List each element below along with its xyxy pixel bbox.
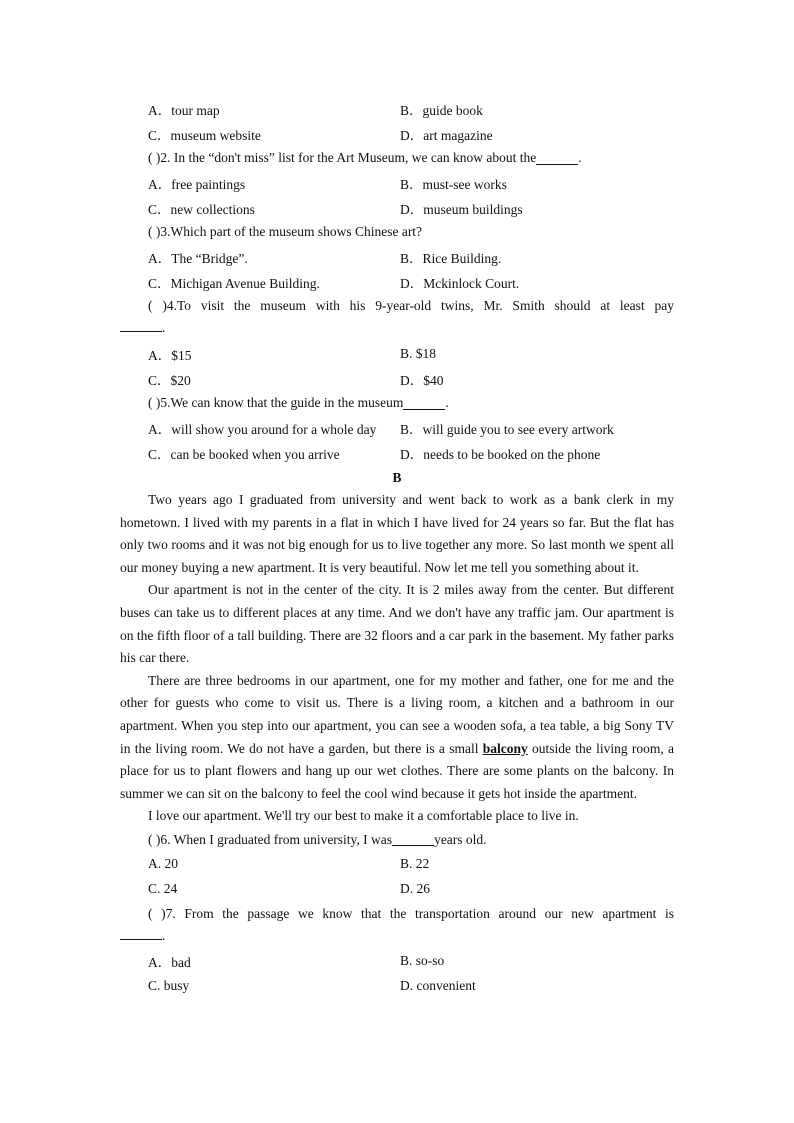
- answer-blank: [120, 319, 162, 332]
- passage-text: outside the living room, a place for us to plant flowers and hang up our wet clothes. There are some plants on the balcony. In summer we can sit on the balcony to feel the cool wind because it gets hot inside the apartment.: [120, 740, 674, 801]
- q3-option-a[interactable]: A．The “Bridge”.: [148, 250, 248, 266]
- section-heading: B: [392, 470, 402, 485]
- q1-option-b[interactable]: B．guide book: [400, 102, 483, 118]
- answer-blank: [536, 152, 578, 165]
- q7-option-a[interactable]: A．bad: [148, 955, 191, 971]
- q2-stem: [120, 146, 674, 170]
- passage-paragraph-2: Our apartment is not in the center of the city. It is 2 miles away from the center. But different buses can take us to different places at any time. And we don't have any traffic jam. Our apartment is on the fifth floor of a tall building. There are 32 floors and a car park in the basement. My father parks his car there.: [120, 582, 674, 666]
- q5-stem: [120, 391, 674, 415]
- q4-option-a[interactable]: A．$15: [148, 347, 192, 363]
- q7-option-c[interactable]: C. busy: [148, 978, 190, 994]
- q2-options-row2: [120, 195, 674, 220]
- q4-suffix: .: [162, 320, 166, 335]
- q7-option-d[interactable]: D. convenient: [400, 978, 476, 994]
- q7-option-b[interactable]: B. so-so: [400, 953, 445, 969]
- q4-option-c[interactable]: C．$20: [148, 372, 191, 388]
- q6-option-c[interactable]: C. 24: [148, 881, 178, 897]
- q3-options-row1: [120, 244, 674, 269]
- q6-stem: [120, 828, 674, 852]
- q5-suffix: .: [445, 395, 449, 410]
- answer-blank: [403, 397, 445, 410]
- q2-option-c[interactable]: C．new collections: [148, 201, 255, 217]
- key-word: balcony: [482, 740, 528, 756]
- q2-option-d[interactable]: D．museum buildings: [400, 201, 523, 217]
- answer-blank: [120, 927, 162, 940]
- q1-option-d[interactable]: D．art magazine: [400, 127, 493, 143]
- q2-option-b[interactable]: B．must-see works: [400, 176, 507, 192]
- q4-option-b[interactable]: B. $18: [400, 345, 437, 361]
- passage-paragraph-3: [120, 670, 674, 806]
- q4-options-row2: [120, 366, 674, 391]
- q6-text: ( )6. When I graduated from university, I was: [148, 831, 393, 847]
- q3-option-c[interactable]: C．Michigan Avenue Building.: [148, 275, 320, 291]
- q4-text: ( )4.To visit the museum with his 9-year-old twins, Mr. Smith should at least pay: [148, 298, 674, 313]
- q5-option-d[interactable]: D．needs to be booked on the phone: [400, 446, 601, 462]
- q6-options-row1: [120, 852, 674, 877]
- q1-option-c[interactable]: C．museum website: [148, 127, 261, 143]
- q5-text: ( )5.We can know that the guide in the museum: [148, 395, 404, 410]
- q3-text: ( )3.Which part of the museum shows Chinese art?: [148, 224, 423, 239]
- passage-text: There are three bedrooms in our apartment, one for my mother and father, one for me and the other for guests who come to visit us. There is a living room, a kitchen and a bathroom in our apartment. When you step into our apartment, you can see a wooden sofa, a tea table, a big Sony TV in the living room. We do not have a garden, but there is a small: [120, 672, 674, 756]
- q6-suffix: years old.: [434, 831, 487, 847]
- q7-stem: [120, 902, 674, 925]
- q4-stem: [120, 294, 674, 317]
- q6-option-d[interactable]: D. 26: [400, 881, 430, 897]
- q2-options-row1: [120, 170, 674, 195]
- q7-options-row1: [120, 949, 674, 974]
- exam-page: [120, 96, 674, 999]
- q3-option-d[interactable]: D．Mckinlock Court.: [400, 275, 520, 291]
- q7-stem-continued: [120, 925, 674, 949]
- passage-paragraph-4: I love our apartment. We'll try our best to make it a comfortable place to live in.: [148, 808, 579, 824]
- q7-options-row2: [120, 974, 674, 999]
- q3-stem: [120, 220, 674, 244]
- q5-options-row2: [120, 440, 674, 465]
- q5-option-b[interactable]: B．will guide you to see every artwork: [400, 421, 614, 437]
- passage-paragraph-1: Two years ago I graduated from university and went back to work as a bank clerk in my hometown. I lived with my parents in a flat in which I have lived for 24 years so far. But the flat has only two rooms and it was not big enough for us to live together any more. So last month we spent all our money buying a new apartment. It is very beautiful. Now let me tell you something about it.: [120, 492, 674, 575]
- answer-blank: [392, 833, 434, 846]
- q6-option-a[interactable]: A. 20: [148, 856, 178, 872]
- q4-stem-continued: [120, 317, 674, 341]
- q3-options-row2: [120, 269, 674, 294]
- q1-options-row1: [120, 96, 674, 121]
- q6-option-b[interactable]: B. 22: [400, 856, 430, 872]
- q1-options-row2: [120, 121, 674, 146]
- q5-options-row1: [120, 415, 674, 440]
- q2-text: ( )2. In the “don't miss” list for the Art Museum, we can know about the: [148, 150, 537, 165]
- q7-suffix: .: [162, 927, 166, 943]
- q5-option-c[interactable]: C．can be booked when you arrive: [148, 446, 340, 462]
- q3-option-b[interactable]: B．Rice Building.: [400, 250, 502, 266]
- q5-option-a[interactable]: A．will show you around for a whole day: [148, 421, 377, 437]
- q6-options-row2: [120, 877, 674, 902]
- q7-text: ( )7. From the passage we know that the transportation around our new apartment is: [148, 905, 674, 921]
- q1-option-a[interactable]: A．tour map: [148, 102, 220, 118]
- q4-options-row1: [120, 341, 674, 366]
- q2-option-a[interactable]: A．free paintings: [148, 176, 246, 192]
- q2-suffix: .: [578, 150, 582, 165]
- q4-option-d[interactable]: D．$40: [400, 372, 444, 388]
